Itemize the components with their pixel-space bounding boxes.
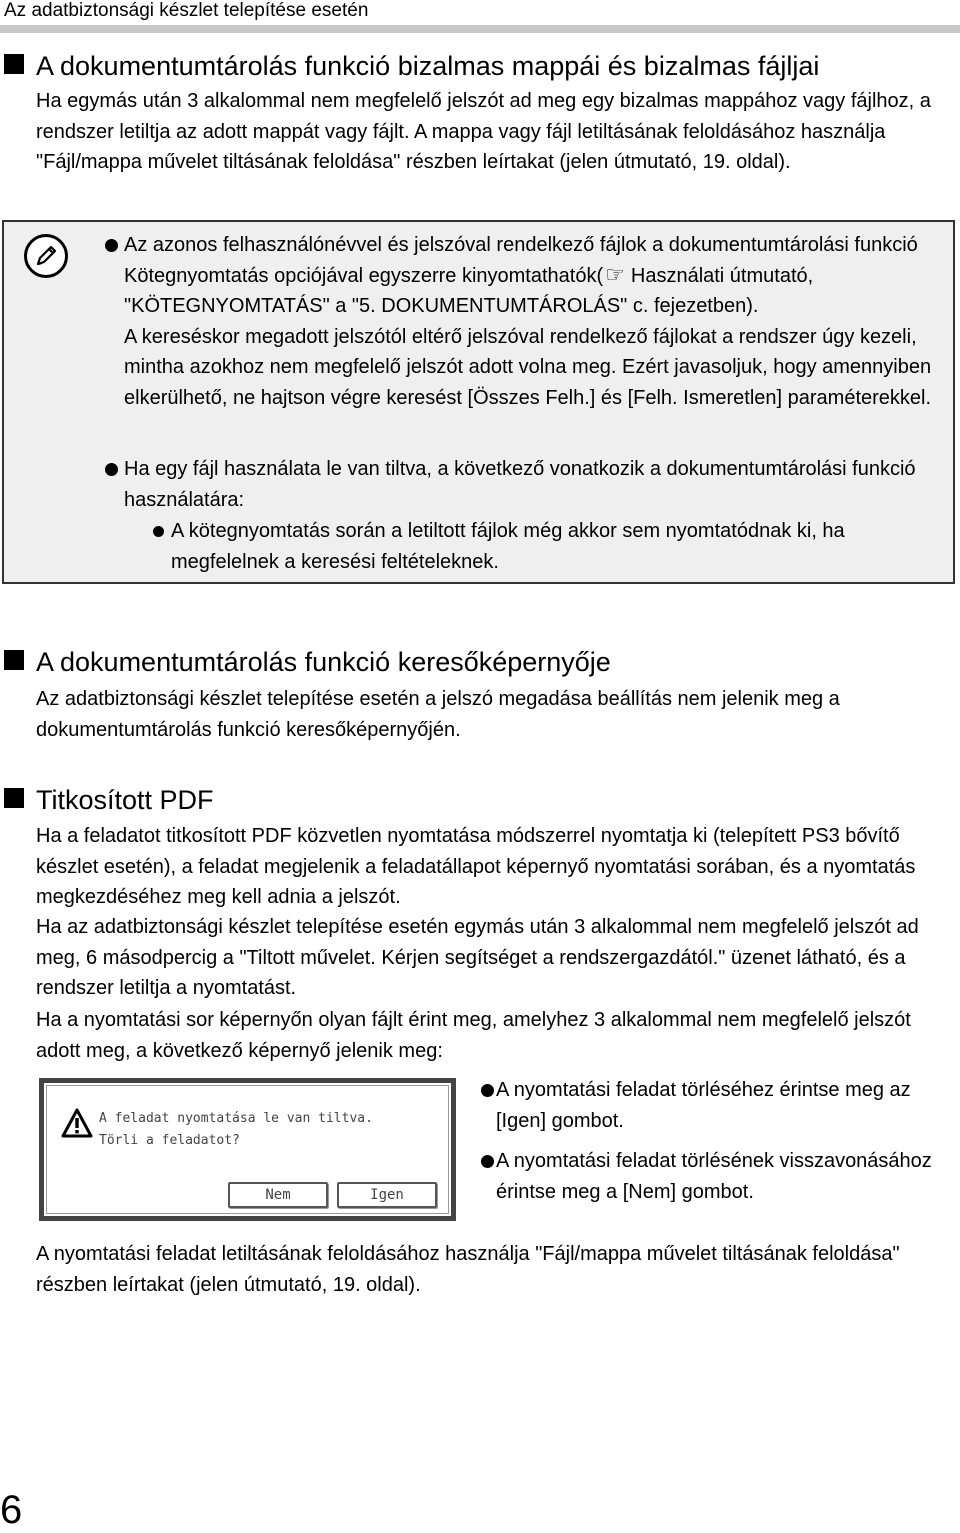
note-bullet-batch-print xyxy=(124,230,944,414)
dialog-message-line-1: A feladat nyomtatása le van tiltva. xyxy=(99,1111,373,1126)
pencil-note-icon xyxy=(24,234,68,278)
section-title-text: A dokumentumtárolás funkció keresőképernyője xyxy=(36,647,611,677)
square-bullet-icon xyxy=(4,54,24,74)
page-number: 6 xyxy=(0,1488,23,1532)
bullet-icon xyxy=(105,239,118,252)
square-bullet-icon xyxy=(4,788,24,808)
no-button[interactable]: Nem xyxy=(228,1182,328,1208)
sub-bullet-icon xyxy=(153,526,164,537)
running-header: Az adatbiztonsági készlet telepítése esetén xyxy=(4,0,369,21)
note-text-reference: Használati útmutató, "KÖTEGNYOMTATÁS" a "5. DOKUMENTUMTÁROLÁS" c. fejezetben). xyxy=(124,264,814,318)
section-title-search-screen xyxy=(4,646,611,678)
yes-button[interactable]: Igen xyxy=(337,1182,437,1208)
bullet-icon xyxy=(481,1084,494,1097)
device-screen-dialog xyxy=(39,1078,456,1221)
section-body-search-screen: Az adatbiztonsági készlet telepítése esetén a jelszó megadása beállítás nem jelenik meg a dokumentumtárolás funkció keresőképernyőjén. xyxy=(36,688,840,741)
section-body-paragraph-3: Ha a nyomtatási sor képernyőn olyan fájlt érint meg, amelyhez 3 alkalommal nem megfelelő jelszót adott meg, a következő képernyő jelenik meg: xyxy=(36,1009,911,1062)
bullet-icon xyxy=(105,463,118,476)
final-paragraph: A nyomtatási feladat letiltásának feloldásához használja "Fájl/mappa művelet tiltásának feloldása" részben leírtakat (jelen útmutató, 19. oldal). xyxy=(36,1243,900,1296)
note-text-search: A kereséskor megadott jelszótól eltérő jelszóval rendelkező fájlokat a rendszer úgy kezeli, mintha azokhoz nem megfelelő jelszót adott volna meg. Ezért javasoljuk, hogy amennyiben elkerülhető, ne hajtson végre keresést [Összes Felh.] és [Felh. Ismeretlen] paraméterekkel. xyxy=(124,325,932,409)
side-note-delete: A nyomtatási feladat törléséhez érintse meg az [Igen] gombot. xyxy=(496,1079,911,1132)
side-note-cancel: A nyomtatási feladat törlésének visszavonásához érintse meg a [Nem] gombot. xyxy=(496,1150,932,1203)
section-title-encrypted-pdf xyxy=(4,784,214,816)
dialog-inner-frame xyxy=(46,1085,449,1214)
section-title-confidential xyxy=(4,50,819,82)
note-bullet-disabled-file: Ha egy fájl használata le van tiltva, a következő vonatkozik a dokumentumtárolási funkció használatára: xyxy=(124,458,916,511)
square-bullet-icon xyxy=(4,650,24,670)
warning-icon xyxy=(61,1108,93,1138)
note-box xyxy=(2,220,955,584)
note-sub-bullet-batch: A kötegnyomtatás során a letiltott fájlok még akkor sem nyomtatódnak ki, ha megfelelnek a keresési feltételeknek. xyxy=(171,520,845,573)
section-title-text: A dokumentumtárolás funkció bizalmas mappái és bizalmas fájljai xyxy=(36,51,820,81)
note-text: Az azonos felhasználónévvel és jelszóval rendelkező fájlok a dokumentumtárolási funkció Kötegnyomtatás opciójával egyszerre kinyomtathatók( xyxy=(124,234,918,287)
bullet-icon xyxy=(481,1155,494,1168)
pointing-hand-icon: ☞ xyxy=(605,261,625,287)
section-body-paragraph-1: Ha a feladatot titkosított PDF közvetlen nyomtatása módszerrel nyomtatja ki (telepített PS3 bővítő készlet esetén), a feladat megjelenik a feladatállapot képernyő nyomtatási sorában, és a nyomtatás megkezdéséhez meg kell adnia a jelszót. xyxy=(36,825,916,909)
dialog-message-line-2: Törli a feladatot? xyxy=(99,1133,240,1148)
dialog-message xyxy=(99,1108,373,1152)
section-body-confidential: Ha egymás után 3 alkalommal nem megfelelő jelszót ad meg egy bizalmas mappához vagy fájlhoz, a rendszer letiltja az adott mappát vagy fájlt. A mappa vagy fájl letiltásának feloldásához használja "Fájl/mappa művelet tiltásának feloldása" részben leírtakat (jelen útmutató, 19. oldal). xyxy=(36,90,931,174)
section-body-paragraph-2: Ha az adatbiztonsági készlet telepítése esetén egymás után 3 alkalommal nem megfelelő jelszót ad meg, 6 másodpercig a "Tiltott művelet. Kérjen segítséget a rendszergazdától." üzenet látható, és a rendszer letiltja a nyomtatást. xyxy=(36,916,919,1000)
header-rule xyxy=(0,25,960,33)
section-title-text: Titkosított PDF xyxy=(36,785,214,815)
